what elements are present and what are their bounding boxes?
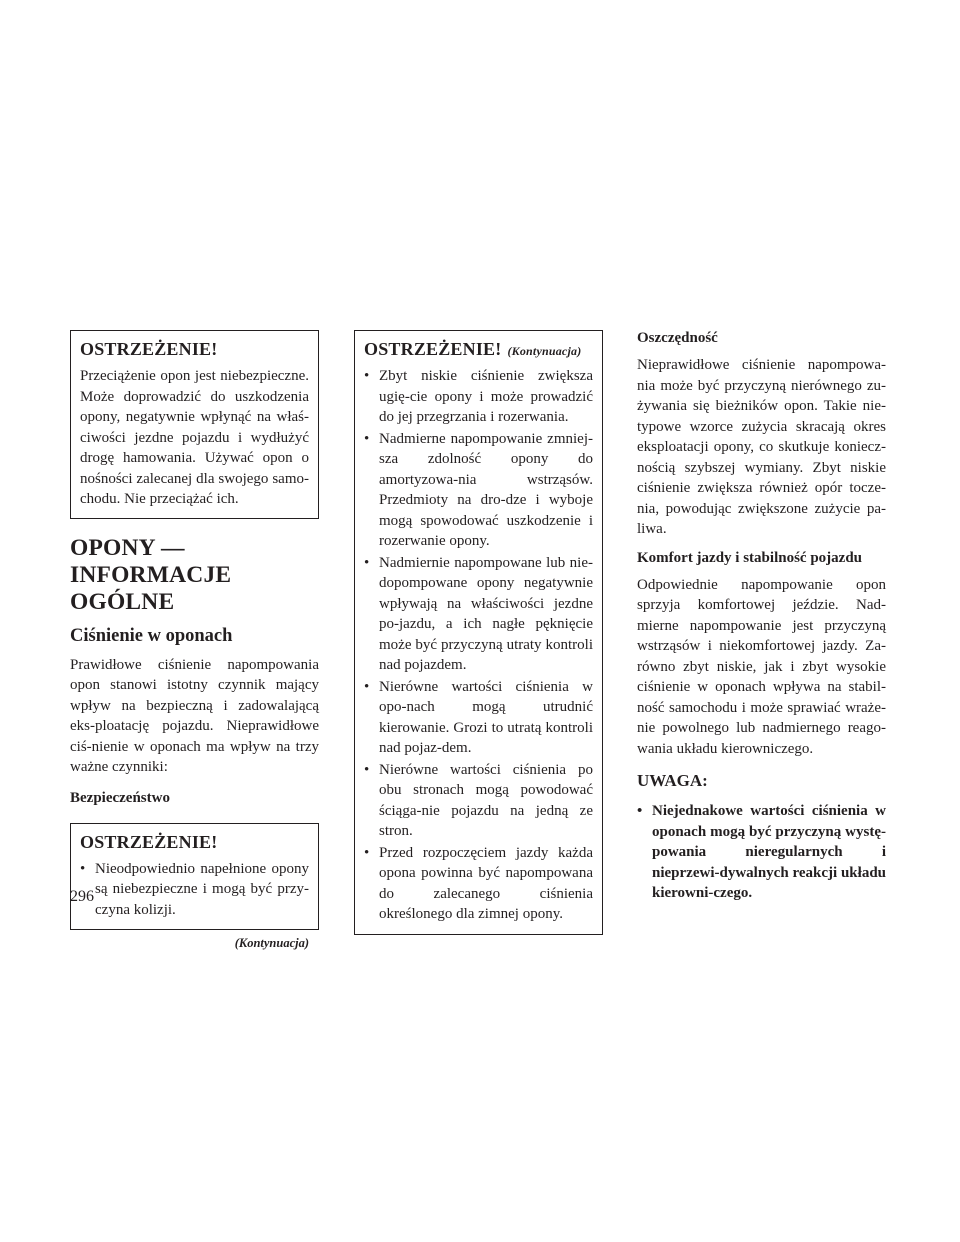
note-title: UWAGA: <box>637 771 708 790</box>
economy-paragraph: Nieprawidłowe ciśnienie napompowa-nia może być przyczyną nierównego zu-żywania się bieżników opon. Takie nie-typowe wzorce zużycia skracają okres eksploatacji opony, co skutkuje koniecz-nością szybszej wymiany. Zbyt niskie ciśnienie zwiększa również opór tocze-nia, powodując zwiększone zużycie pa-liwa. <box>637 357 886 537</box>
page-number: 296 <box>70 888 94 905</box>
list-item: • Nierówne wartości ciśnienia w opo-nach mogą utrudnić kierowanie. Grozi to utratą kontroli nad pojaz-dem. <box>364 678 593 756</box>
note-list <box>637 801 886 904</box>
continued-label: (Kontynuacja) <box>507 344 582 358</box>
intro-paragraph: Prawidłowe ciśnienie napompowania opon stanowi istotny czynnik mający wpływ na bezpieczną i zadowalającą eks-ploatację pojazdu. Nieprawidłowe ciś-nienie w oponach ma wpływ na trzy ważne czynniki: <box>70 656 319 775</box>
column-right <box>637 330 886 905</box>
warning-text: Przeciążenie opon jest niebezpieczne. Może doprowadzić do uszkodzenia opony, negatywnie wpłynąć na właś-ciwości jezdne pojazdu i wydłużyć drogę hamowania. Używać opon o nośności zalecanej dla swojego samo-chodu. Nie przeciążać ich. <box>80 368 309 507</box>
column-middle <box>354 330 603 935</box>
warning-list <box>364 366 593 925</box>
warning-box-overload <box>70 330 319 519</box>
safety-heading: Bezpieczeństwo <box>70 789 170 806</box>
economy-heading: Oszczędność <box>637 330 718 346</box>
section-title: OPONY — INFORMACJE OGÓLNE <box>70 534 232 615</box>
warning-title: OSTRZEŻENIE! <box>80 339 218 359</box>
column-left <box>70 330 319 951</box>
list-item: • Nieodpowiednio napełnione opony są niebezpieczne i mogą być przy-czyna kolizji. <box>80 860 309 918</box>
warning-list <box>80 859 309 921</box>
comfort-paragraph: Odpowiednie napompowanie opon sprzyja komfortowej jeździe. Nad-mierne napompowanie jest przyczyną wstrząsów i niekomfortowej jazdy. Za-równo zbyt niskie, jak i zbyt wysokie ciśnienie w oponach wpływa na stabil-ność samochodu i może sprawiać wraże-nie powolnego lub nadmiernego reago-wania układu kierowniczego. <box>637 576 886 757</box>
list-item: • Nierówne wartości ciśnienia po obu stronach mogą powodować ściąga-nie pojazdu na jedną ze stron. <box>364 761 593 839</box>
continued-note: (Kontynuacja) <box>234 936 309 950</box>
list-item: • Przed rozpoczęciem jazdy każda opona powinna być napompowana do zalecanego ciśnienia określonego dla zimnej opony. <box>364 844 593 922</box>
subsection-title: Ciśnienie w oponach <box>70 625 233 646</box>
list-item: • Nadmiernie napompowane lub nie-dopompowane opony negatywnie wpływają na właściwości jezdne po-jazdu, a ich nagłe pęknięcie może być przyczyną utraty kontroli nad pojazdem. <box>364 554 593 673</box>
list-item: • Nadmierne napompowanie zmniej-sza zdolność opony do amortyzowa-nia wstrząsów. Przedmioty na dro-dze i wyboje mogą spowodować uszkodzenie i rozerwanie opony. <box>364 430 593 549</box>
comfort-heading: Komfort jazdy i stabilność pojazdu <box>637 549 862 566</box>
list-item: • Zbyt niskie ciśnienie zwiększa ugię-cie opony i może prowadzić do jej przegrzania i rozerwania. <box>364 368 593 425</box>
warning-title: OSTRZEŻENIE! (Kontynuacja) <box>364 339 582 359</box>
warning-box-continued <box>354 330 603 935</box>
list-item: • Niejednakowe wartości ciśnienia w oponach mogą być przyczyną wystę-powania nieregularnych i nieprzewi-dywalnych reakcji układu kierowni-czego. <box>637 803 886 901</box>
warning-title: OSTRZEŻENIE! <box>80 831 218 852</box>
warning-box-underinflated <box>70 823 319 931</box>
